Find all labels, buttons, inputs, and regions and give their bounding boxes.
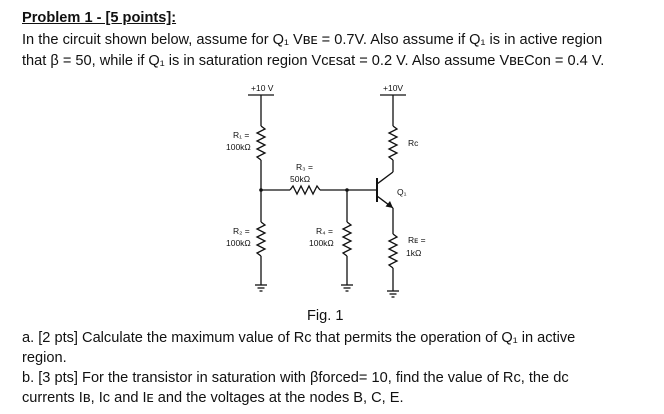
question-b-line-1: b. [3 pts] For the transistor in saturation with βforced= 10, find the value of Rc, the dc — [22, 370, 569, 386]
supply-label-left: +10 V — [251, 83, 274, 93]
problem-title: Problem 1 - [5 points]: — [22, 10, 177, 26]
figure-caption: Fig. 1 — [307, 308, 344, 324]
re-name: Rᴇ = — [408, 235, 426, 245]
q1-label: Q₁ — [397, 187, 407, 197]
resistor-rc — [389, 126, 397, 160]
question-b-line-2: currents Iʙ, Ic and Iᴇ and the voltages at the nodes B, C, E. — [22, 390, 404, 406]
question-a-line-2: region. — [22, 350, 67, 366]
r2-name: R₂ = — [233, 226, 250, 236]
question-a-line-1: a. [2 pts] Calculate the maximum value of Rc that permits the operation of Q₁ in active — [22, 330, 576, 346]
r2-value: 100kΩ — [226, 238, 251, 248]
r3-name: R₃ = — [296, 162, 313, 172]
resistor-r2 — [257, 222, 265, 256]
supply-label-right: +10V — [383, 83, 404, 93]
rc-label: Rc — [408, 138, 419, 148]
r3-value: 50kΩ — [290, 174, 311, 184]
problem-statement-line-2: that β = 50, while if Q₁ is in saturation region Vᴄᴇsat = 0.2 V. Also assume VʙᴇCon = 0.4 V. — [22, 53, 605, 69]
resistor-r3 — [290, 186, 320, 194]
r1-value: 100kΩ — [226, 142, 251, 152]
resistor-re — [389, 234, 397, 268]
r4-name: R₄ = — [316, 226, 333, 236]
resistor-r1 — [257, 126, 265, 160]
r1-name: R₁ = — [233, 130, 250, 140]
re-value: 1kΩ — [406, 248, 422, 258]
emitter-arrow — [386, 201, 394, 208]
problem-statement-line-1: In the circuit shown below, assume for Q₁ Vʙᴇ = 0.7V. Also assume if Q₁ is in active region — [22, 32, 603, 48]
r4-value: 100kΩ — [309, 238, 334, 248]
resistor-r4 — [343, 222, 351, 256]
